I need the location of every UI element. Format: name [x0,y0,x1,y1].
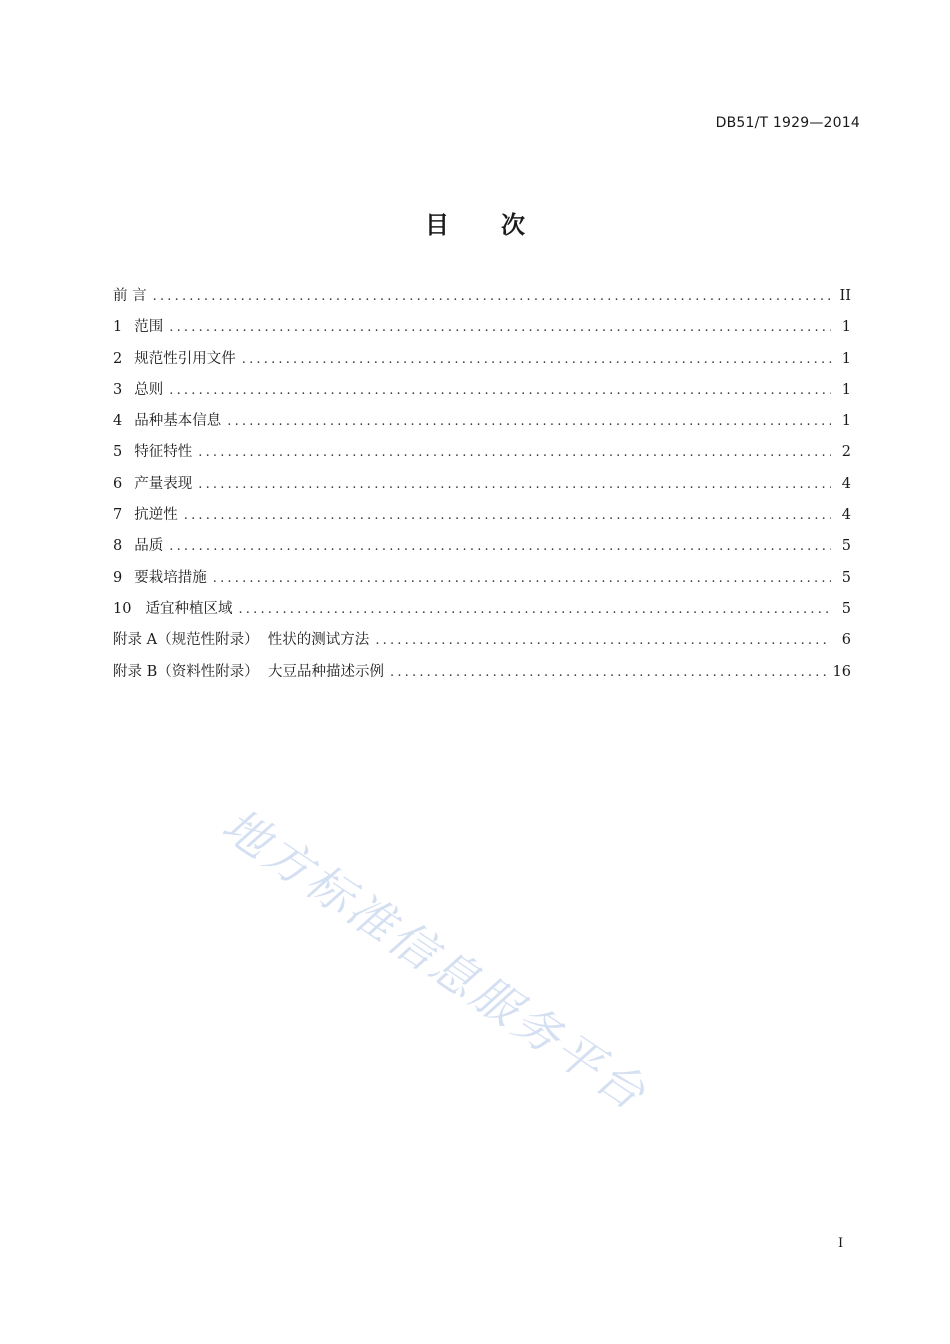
toc-entry-label: 9 要栽培措施 [113,569,207,586]
toc-leader [153,289,831,304]
toc-leader [213,571,831,586]
toc-entry-8[interactable] [113,534,851,565]
toc-entry-number: 9 [113,569,123,586]
toc-entry-5[interactable] [113,440,851,471]
toc-entry-number: 7 [113,507,123,524]
toc-entry-number: 8 [113,538,123,555]
toc-entry-label: 7 抗逆性 [113,507,178,524]
toc-entry-page: 4 [841,475,851,492]
toc-entry-3[interactable] [113,378,851,409]
toc-entry-10[interactable] [113,597,851,628]
toc-entry-label: 5 特征特性 [113,444,193,461]
toc-entry-page: II [839,288,851,304]
toc-entry-label: 附录 A（规范性附录） 性状的测试方法 [113,632,370,649]
toc-entry-page: 16 [832,663,851,680]
toc-entry-4[interactable] [113,409,851,440]
toc-entry-page: 1 [841,381,851,398]
toc-title-char-1: 目 [425,211,449,239]
toc-entry-number: 4 [113,413,123,430]
watermark: 地方标准信息服务平台 [212,797,658,1122]
toc-leader [227,414,831,429]
toc-entry-page: 6 [841,632,851,649]
toc-entry-label: 前 言 [113,288,147,304]
toc-entry-page: 4 [841,507,851,524]
toc-leader [375,633,831,648]
toc-entry-page: 2 [841,444,851,461]
toc-leader [390,665,827,680]
toc-leader [242,352,831,367]
toc-entry-label: 10 适宜种植区域 [113,600,233,617]
toc-entry-label: 8 品质 [113,538,164,555]
toc-entry-7[interactable] [113,503,851,534]
toc-entry-number: 1 [113,319,123,336]
toc-title [0,205,950,240]
toc-leader [169,383,831,398]
table-of-contents [113,284,851,691]
toc-entry-page: 5 [841,538,851,555]
toc-entry-page: 5 [841,600,851,617]
toc-entry-appendix-b[interactable] [113,660,851,691]
toc-entry-label: 3 总则 [113,381,164,398]
toc-leader [198,445,831,460]
toc-title-char-2: 次 [501,211,525,239]
toc-entry-page: 1 [841,413,851,430]
toc-leader [169,320,831,335]
toc-entry-label: 2 规范性引用文件 [113,350,236,367]
toc-entry-2[interactable] [113,347,851,378]
toc-entry-label: 6 产量表现 [113,475,193,492]
toc-leader [238,602,831,617]
toc-entry-9[interactable] [113,566,851,597]
toc-entry-6[interactable] [113,472,851,503]
toc-entry-foreword[interactable] [113,284,851,315]
toc-entry-number: 6 [113,475,123,492]
page-number: I [838,1236,844,1251]
toc-entry-appendix-a[interactable] [113,628,851,659]
toc-entry-page: 1 [841,350,851,367]
document-code: DB51/T 1929—2014 [715,115,860,131]
toc-leader [198,477,831,492]
toc-entry-label: 1 范围 [113,319,164,336]
toc-entry-number: 3 [113,381,123,398]
toc-entry-number: 2 [113,350,123,367]
toc-entry-page: 1 [841,319,851,336]
toc-entry-number: 5 [113,444,123,461]
toc-entry-label: 附录 B（资料性附录） 大豆品种描述示例 [113,663,384,680]
toc-entry-label: 4 品种基本信息 [113,413,222,430]
toc-leader [184,508,831,523]
toc-entry-1[interactable] [113,315,851,346]
toc-leader [169,539,831,554]
toc-entry-number: 10 [113,600,132,617]
toc-entry-page: 5 [841,569,851,586]
